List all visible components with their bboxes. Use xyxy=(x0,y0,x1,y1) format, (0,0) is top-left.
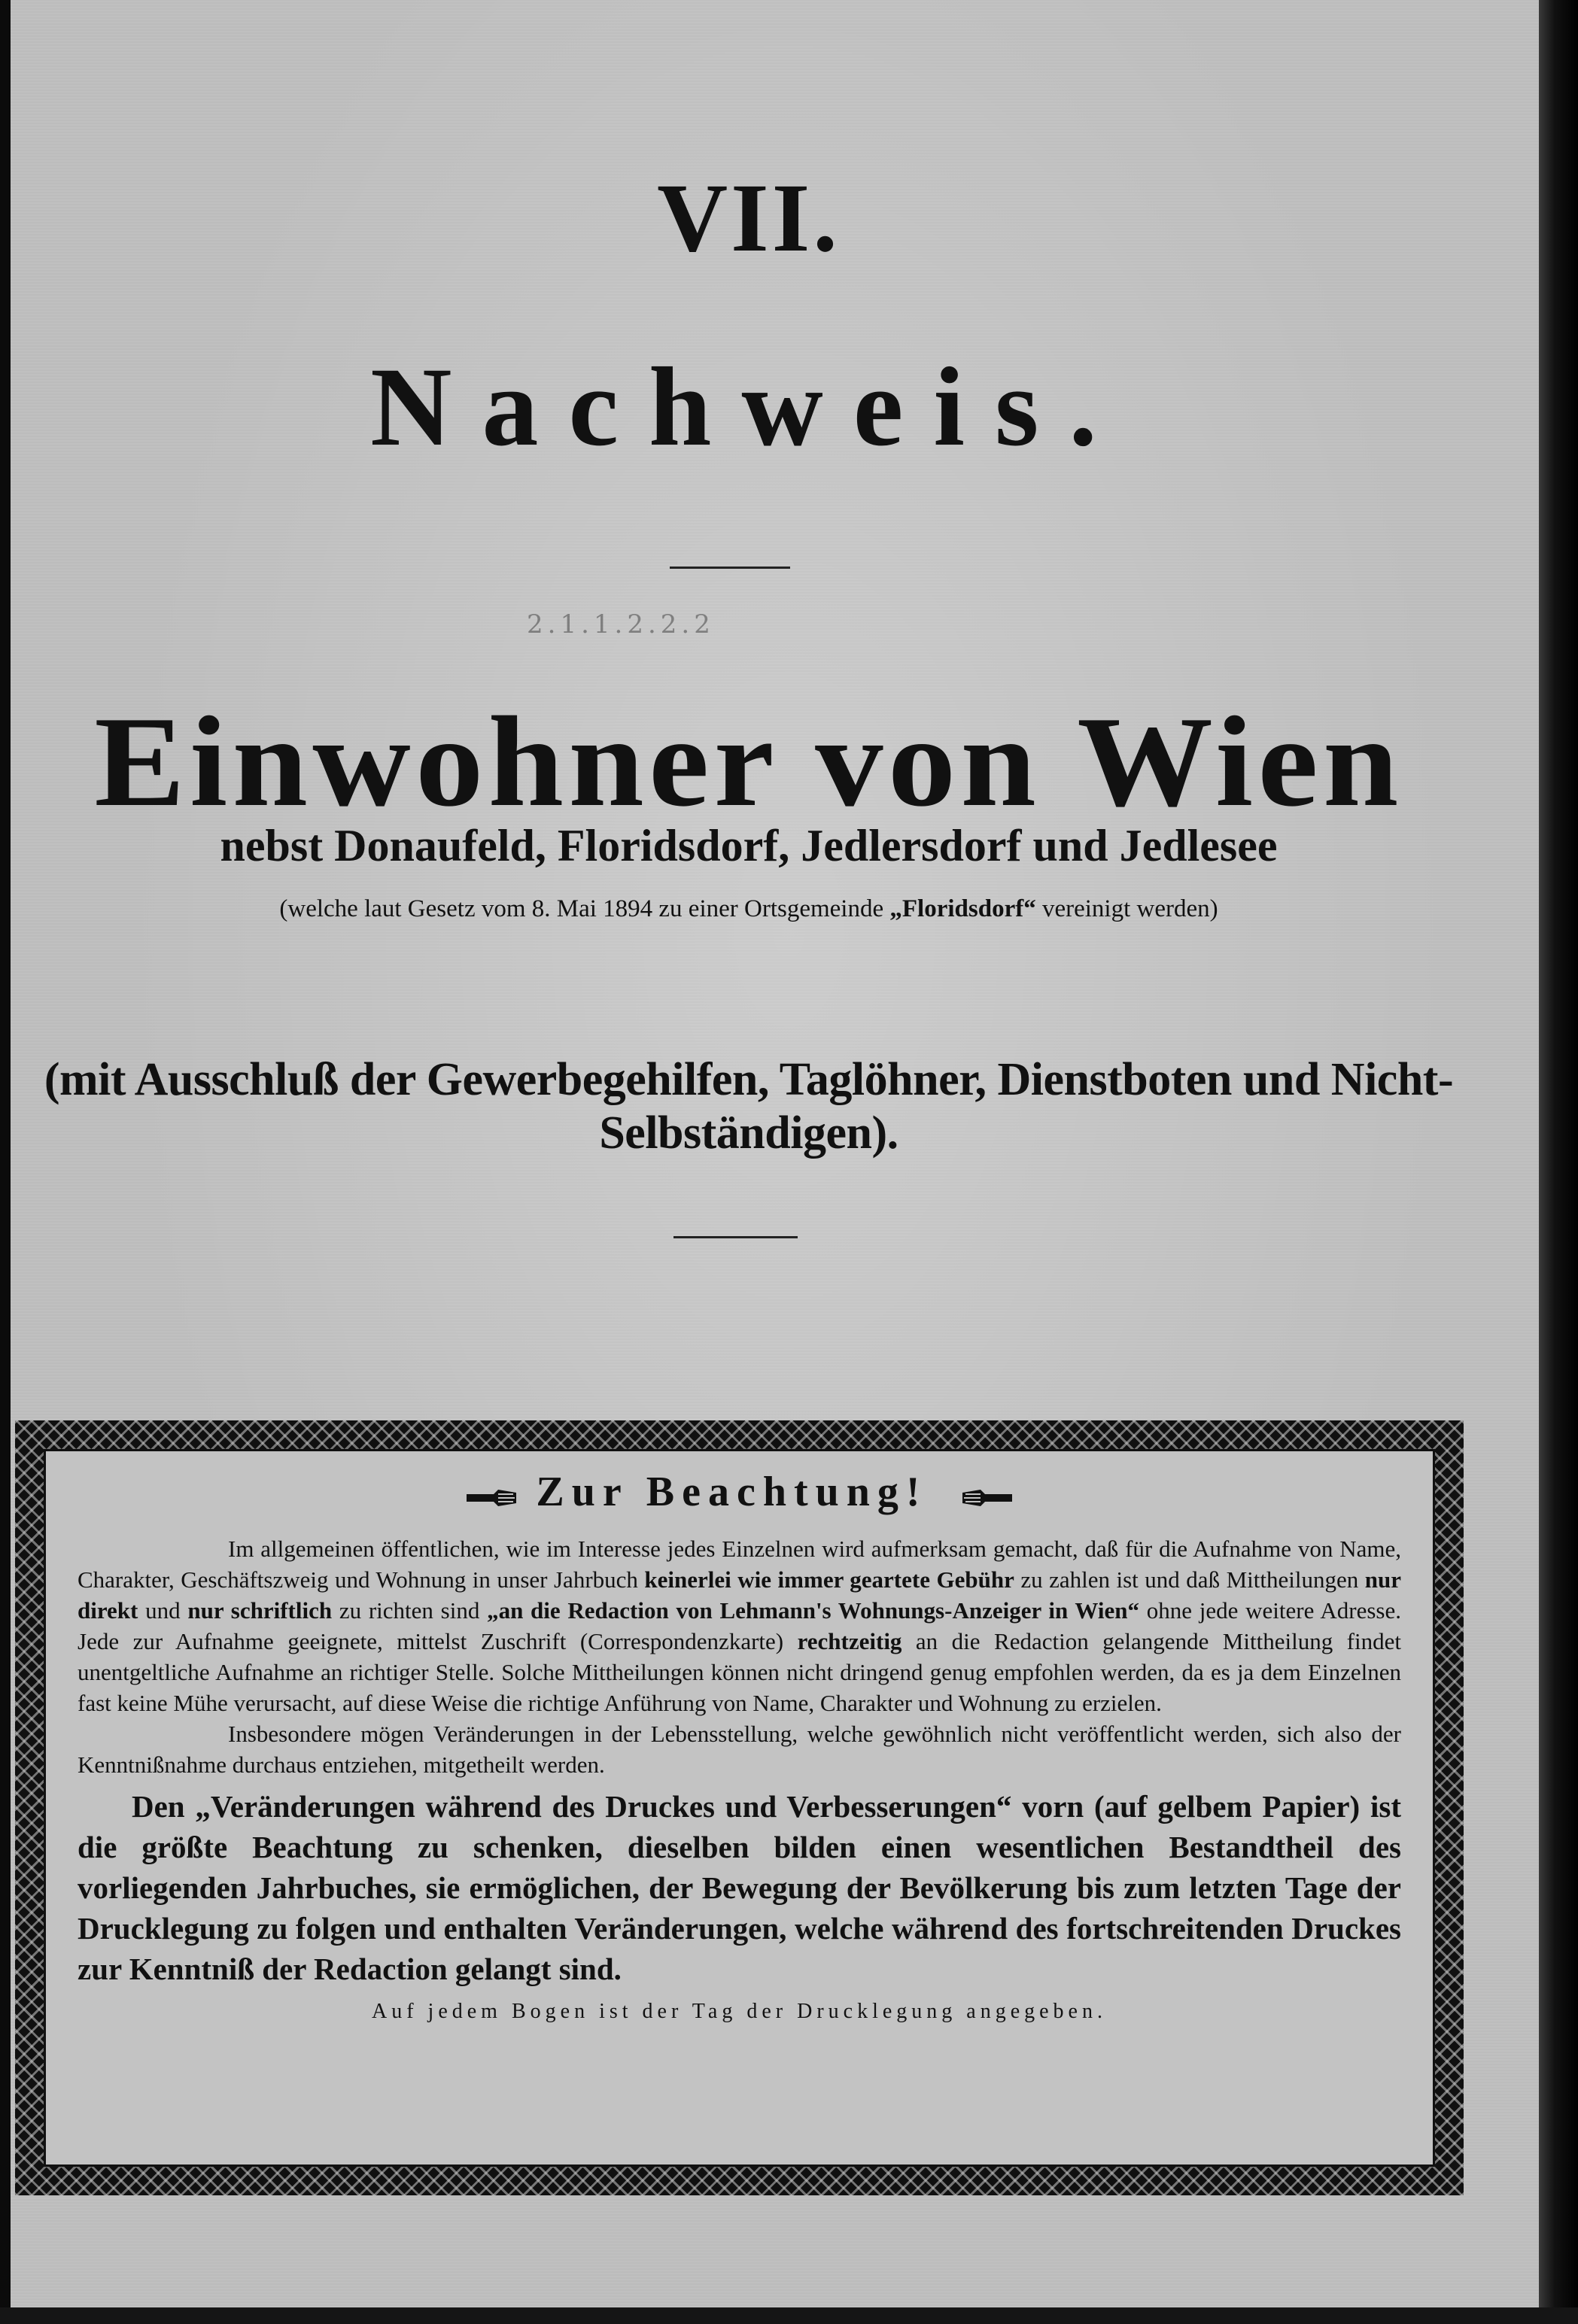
notice-paragraph-2: Insbesondere mögen Veränderungen in der Lebensstellung, welche gewöhnlich nicht veröffentlicht werden, sich also der Kenntnißnahme durchaus entziehen, mitgetheilt werden. xyxy=(78,1721,1401,1779)
faded-stamp: 2.1.1.2.2.2 xyxy=(527,609,715,639)
notice-box xyxy=(15,1420,1464,2195)
law-note-name: „Floridsdorf“ xyxy=(889,895,1036,922)
divider-rule xyxy=(673,1236,798,1238)
law-note-suffix: vereinigt werden) xyxy=(1035,895,1218,922)
para1-text-a: Im allgemeinen öffentlichen, wie im Interesse jedes Einzelnen wird aufmerksam gemacht, daß für die Aufnahme von Name, Charakter, Geschäftszweig und Wohnung in unser Jahrbuch xyxy=(78,1536,1401,1593)
notice-paragraph-1 xyxy=(78,1533,1401,1718)
exclusion-line: (mit Ausschluß der Gewerbegehilfen, Taglöhner, Dienstboten und Nicht-Selbständigen). xyxy=(44,1054,1454,1159)
divider-rule xyxy=(670,567,790,569)
pointing-hand-left-icon xyxy=(946,1472,1014,1520)
para1-emph-d: nur direkt xyxy=(78,1566,1401,1624)
notice-title-row xyxy=(78,1468,1401,1520)
para1-text-g: zu richten sind xyxy=(332,1597,488,1624)
section-title: Nachweis. xyxy=(370,345,1127,469)
para1-text-i: ohne jede weitere Adresse. Jede zur Aufnahme geeignete, mittelst Zuschrift (Correspondenzkarte) xyxy=(78,1597,1401,1655)
para1-emph-b: keinerlei wie immer geartete Gebühr xyxy=(644,1566,1014,1593)
notice-title: Zur Beachtung! xyxy=(536,1469,928,1515)
notice-panel xyxy=(44,1449,1435,2167)
subtitle-districts: nebst Donaufeld, Floridsdorf, Jedlersdorf und Jedlesee xyxy=(220,821,1278,870)
pointing-hand-right-icon xyxy=(465,1472,518,1520)
notice-paragraph-3: Den „Veränderungen während des Druckes und Verbesserungen“ vorn (auf gelbem Papier) ist die größte Beachtung zu schenken, dieselben bilden einen wesentlichen Bestandtheil des vorliegenden Jahrbuches, sie ermöglichen, der Bewegung der Bevölkerung bis zum letzten Tage der Drucklegung zu folgen und enthalten Veränderungen, welche während des fortschreitenden Druckes zur Kenntniß der Redaction gelangt sind. xyxy=(78,1789,1401,1987)
para1-emph-h: „an die Redaction von Lehmann's Wohnungs-Anzeiger in Wien“ xyxy=(487,1597,1139,1624)
para1-emph-j: rechtzeitig xyxy=(797,1628,902,1655)
para1-text-c: zu zahlen ist und daß Mittheilungen xyxy=(1014,1566,1365,1593)
notice-footer: Auf jedem Bogen ist der Tag der Drucklegung angegeben. xyxy=(372,2000,1107,2024)
section-number: VII. xyxy=(657,164,841,272)
scan-edge-bottom xyxy=(0,2307,1578,2324)
scan-edge-right xyxy=(1539,0,1578,2324)
subtitle-law-note xyxy=(0,895,1497,923)
para1-emph-f: nur schriftlich xyxy=(187,1597,333,1624)
main-heading: Einwohner von Wien xyxy=(94,691,1403,834)
para1-text-e: und xyxy=(138,1597,188,1624)
law-note-prefix: (welche laut Gesetz vom 8. Mai 1894 zu einer Ortsgemeinde xyxy=(279,895,890,922)
para1-text-k: an die Redaction gelangende Mittheilung findet unentgeltliche Aufnahme an richtiger Stelle. Solche Mittheilungen können nicht dringend genug empfohlen werden, da es ja dem Einzelnen fast keine Mühe verursacht, auf diese Weise die richtige Anführung von Name, Charakter und Wohnung zu erzielen. xyxy=(78,1628,1401,1717)
